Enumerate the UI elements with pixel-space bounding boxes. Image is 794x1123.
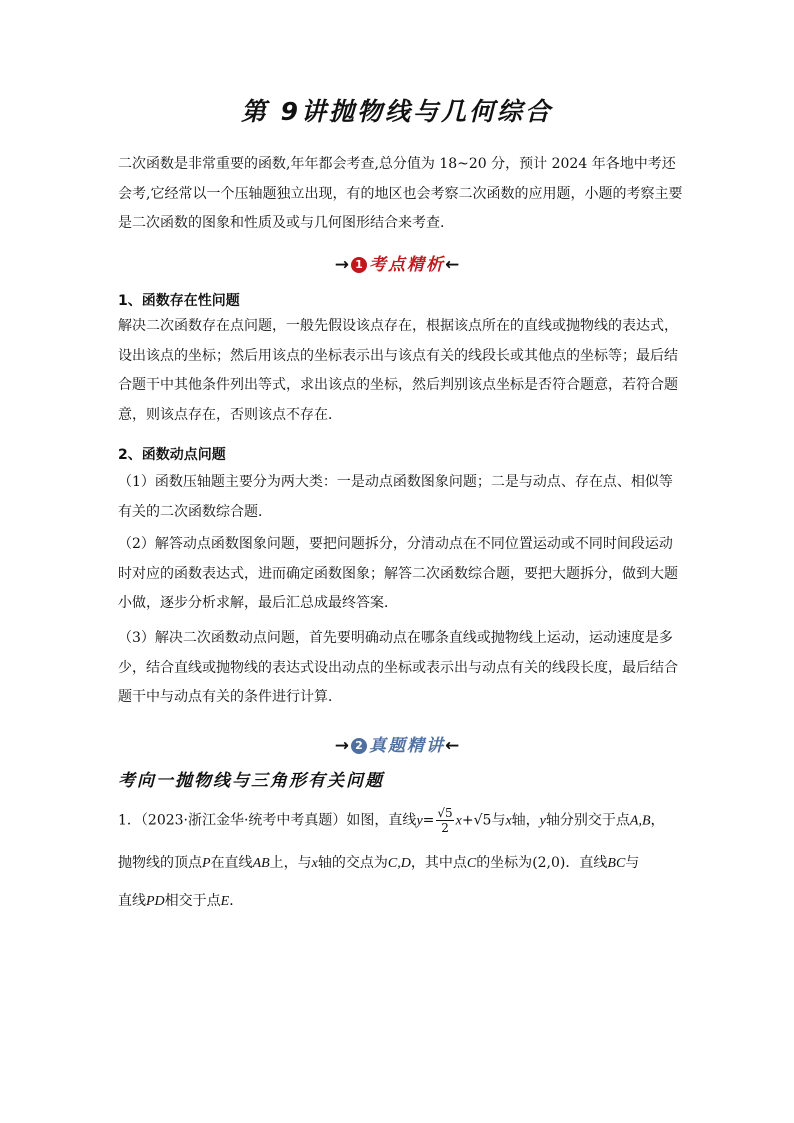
math-op: = bbox=[422, 812, 435, 829]
problem-text: 与 bbox=[625, 855, 640, 871]
math-var: x bbox=[455, 813, 462, 829]
problem-text: 抛物线的顶点 bbox=[118, 855, 202, 871]
problem-text: 轴分别交于点 bbox=[545, 812, 630, 829]
math-coord: (2,0) bbox=[532, 855, 566, 871]
paragraph-moving-3: （3）解决二次函数动点问题，首先要明确动点在哪条直线或抛物线上运动，运动速度是多少，结合直线或抛物线的表达式设出动点的坐标或表示出与动点有关的线段长度，最后结合题干中与动点有关的条件进行计算． bbox=[118, 630, 678, 705]
problem-text: 1．（2023·浙江金华·统考中考真题）如图，直线 bbox=[118, 812, 417, 829]
section-label-analysis: 考点精析 bbox=[369, 255, 445, 275]
paragraph-existence: 解决二次函数存在点问题，一般先假设该点存在，根据该点所在的直线或抛物线的表达式，设出该点的坐标；然后用该点的坐标表示出与该点有关的线段长或其他点的坐标等；最后结合题干中其他条件列出等式，求出该点的坐标，然后判别该点坐标是否符合题意，若符合题意，则该点存在，否则该点不存在． bbox=[118, 318, 678, 423]
section-header-exam bbox=[0, 731, 794, 756]
arrow-left-icon: ← bbox=[445, 736, 460, 756]
math-var: BC bbox=[607, 856, 626, 871]
math-var: y bbox=[539, 813, 546, 829]
math-var: E bbox=[220, 894, 230, 909]
math-var: P bbox=[202, 856, 211, 871]
paragraph-moving-1: （1）函数压轴题主要分为两大类：一是动点函数图象问题；二是与动点、存在点、相似等有关的二次函数综合题． bbox=[118, 474, 673, 520]
math-op: + bbox=[461, 812, 474, 829]
math-var: x bbox=[311, 856, 318, 871]
intro-paragraph: 二次函数是非常重要的函数,年年都会考查,总分值为 18~20 分，预计 2024 年各地中考还会考,它经常以一个压轴题独立出现，有的地区也会考察二次函数的应用题，小题的考察主要是二次函数的图象和性质及或与几何图形结合来考查. bbox=[118, 156, 683, 231]
heading-moving-point: 2、函数动点问题 bbox=[118, 447, 226, 463]
problem-text: ．直线 bbox=[565, 855, 608, 871]
problem-text: 直线 bbox=[118, 893, 146, 909]
problem-text: 轴的交点为 bbox=[317, 855, 388, 871]
page-title: 第 9讲抛物线与几何综合 bbox=[240, 97, 554, 126]
fraction-denominator: 2 bbox=[441, 821, 449, 835]
number-badge-2: 2 bbox=[351, 738, 367, 754]
problem-text: 在直线 bbox=[210, 855, 253, 871]
number-badge-1: 1 bbox=[351, 257, 367, 273]
problem-text: 上，与 bbox=[269, 855, 312, 871]
problem-text: 相交于点 bbox=[164, 893, 221, 909]
section-header-analysis bbox=[0, 250, 794, 275]
math-var: AB bbox=[252, 856, 270, 871]
problem-text: 轴， bbox=[511, 812, 540, 829]
problem-text: ， bbox=[650, 812, 665, 829]
topic-heading: 考向一抛物线与三角形有关问题 bbox=[118, 771, 384, 791]
problem-line-2 bbox=[118, 852, 639, 872]
math-var: y bbox=[416, 813, 423, 829]
math-sqrt: √5 bbox=[473, 812, 492, 829]
math-var: A,B bbox=[629, 813, 651, 829]
math-var: C bbox=[466, 856, 477, 871]
math-var: C,D bbox=[387, 856, 411, 871]
problem-text: ，其中点 bbox=[410, 855, 467, 871]
fraction bbox=[436, 806, 453, 835]
heading-existence: 1、函数存在性问题 bbox=[118, 293, 240, 309]
arrow-right-icon: → bbox=[334, 736, 349, 756]
arrow-left-icon: ← bbox=[445, 255, 460, 275]
problem-line-1 bbox=[118, 806, 665, 835]
arrow-right-icon: → bbox=[334, 255, 349, 275]
problem-text: 与 bbox=[491, 812, 506, 829]
problem-line-3 bbox=[118, 890, 243, 910]
problem-text: 的坐标为 bbox=[476, 855, 533, 871]
math-var: x bbox=[505, 813, 512, 829]
paragraph-moving-2: （2）解答动点函数图象问题，要把问题拆分，分清动点在不同位置运动或不同时间段运动时对应的函数表达式，进而确定函数图象；解答二次函数综合题，要把大题拆分，做到大题小做，逐步分析求解，最后汇总成最终答案． bbox=[118, 536, 678, 611]
section-label-exam: 真题精讲 bbox=[369, 736, 445, 756]
math-var: PD bbox=[146, 894, 165, 909]
problem-text: ． bbox=[229, 893, 244, 909]
fraction-numerator: √5 bbox=[437, 806, 453, 820]
